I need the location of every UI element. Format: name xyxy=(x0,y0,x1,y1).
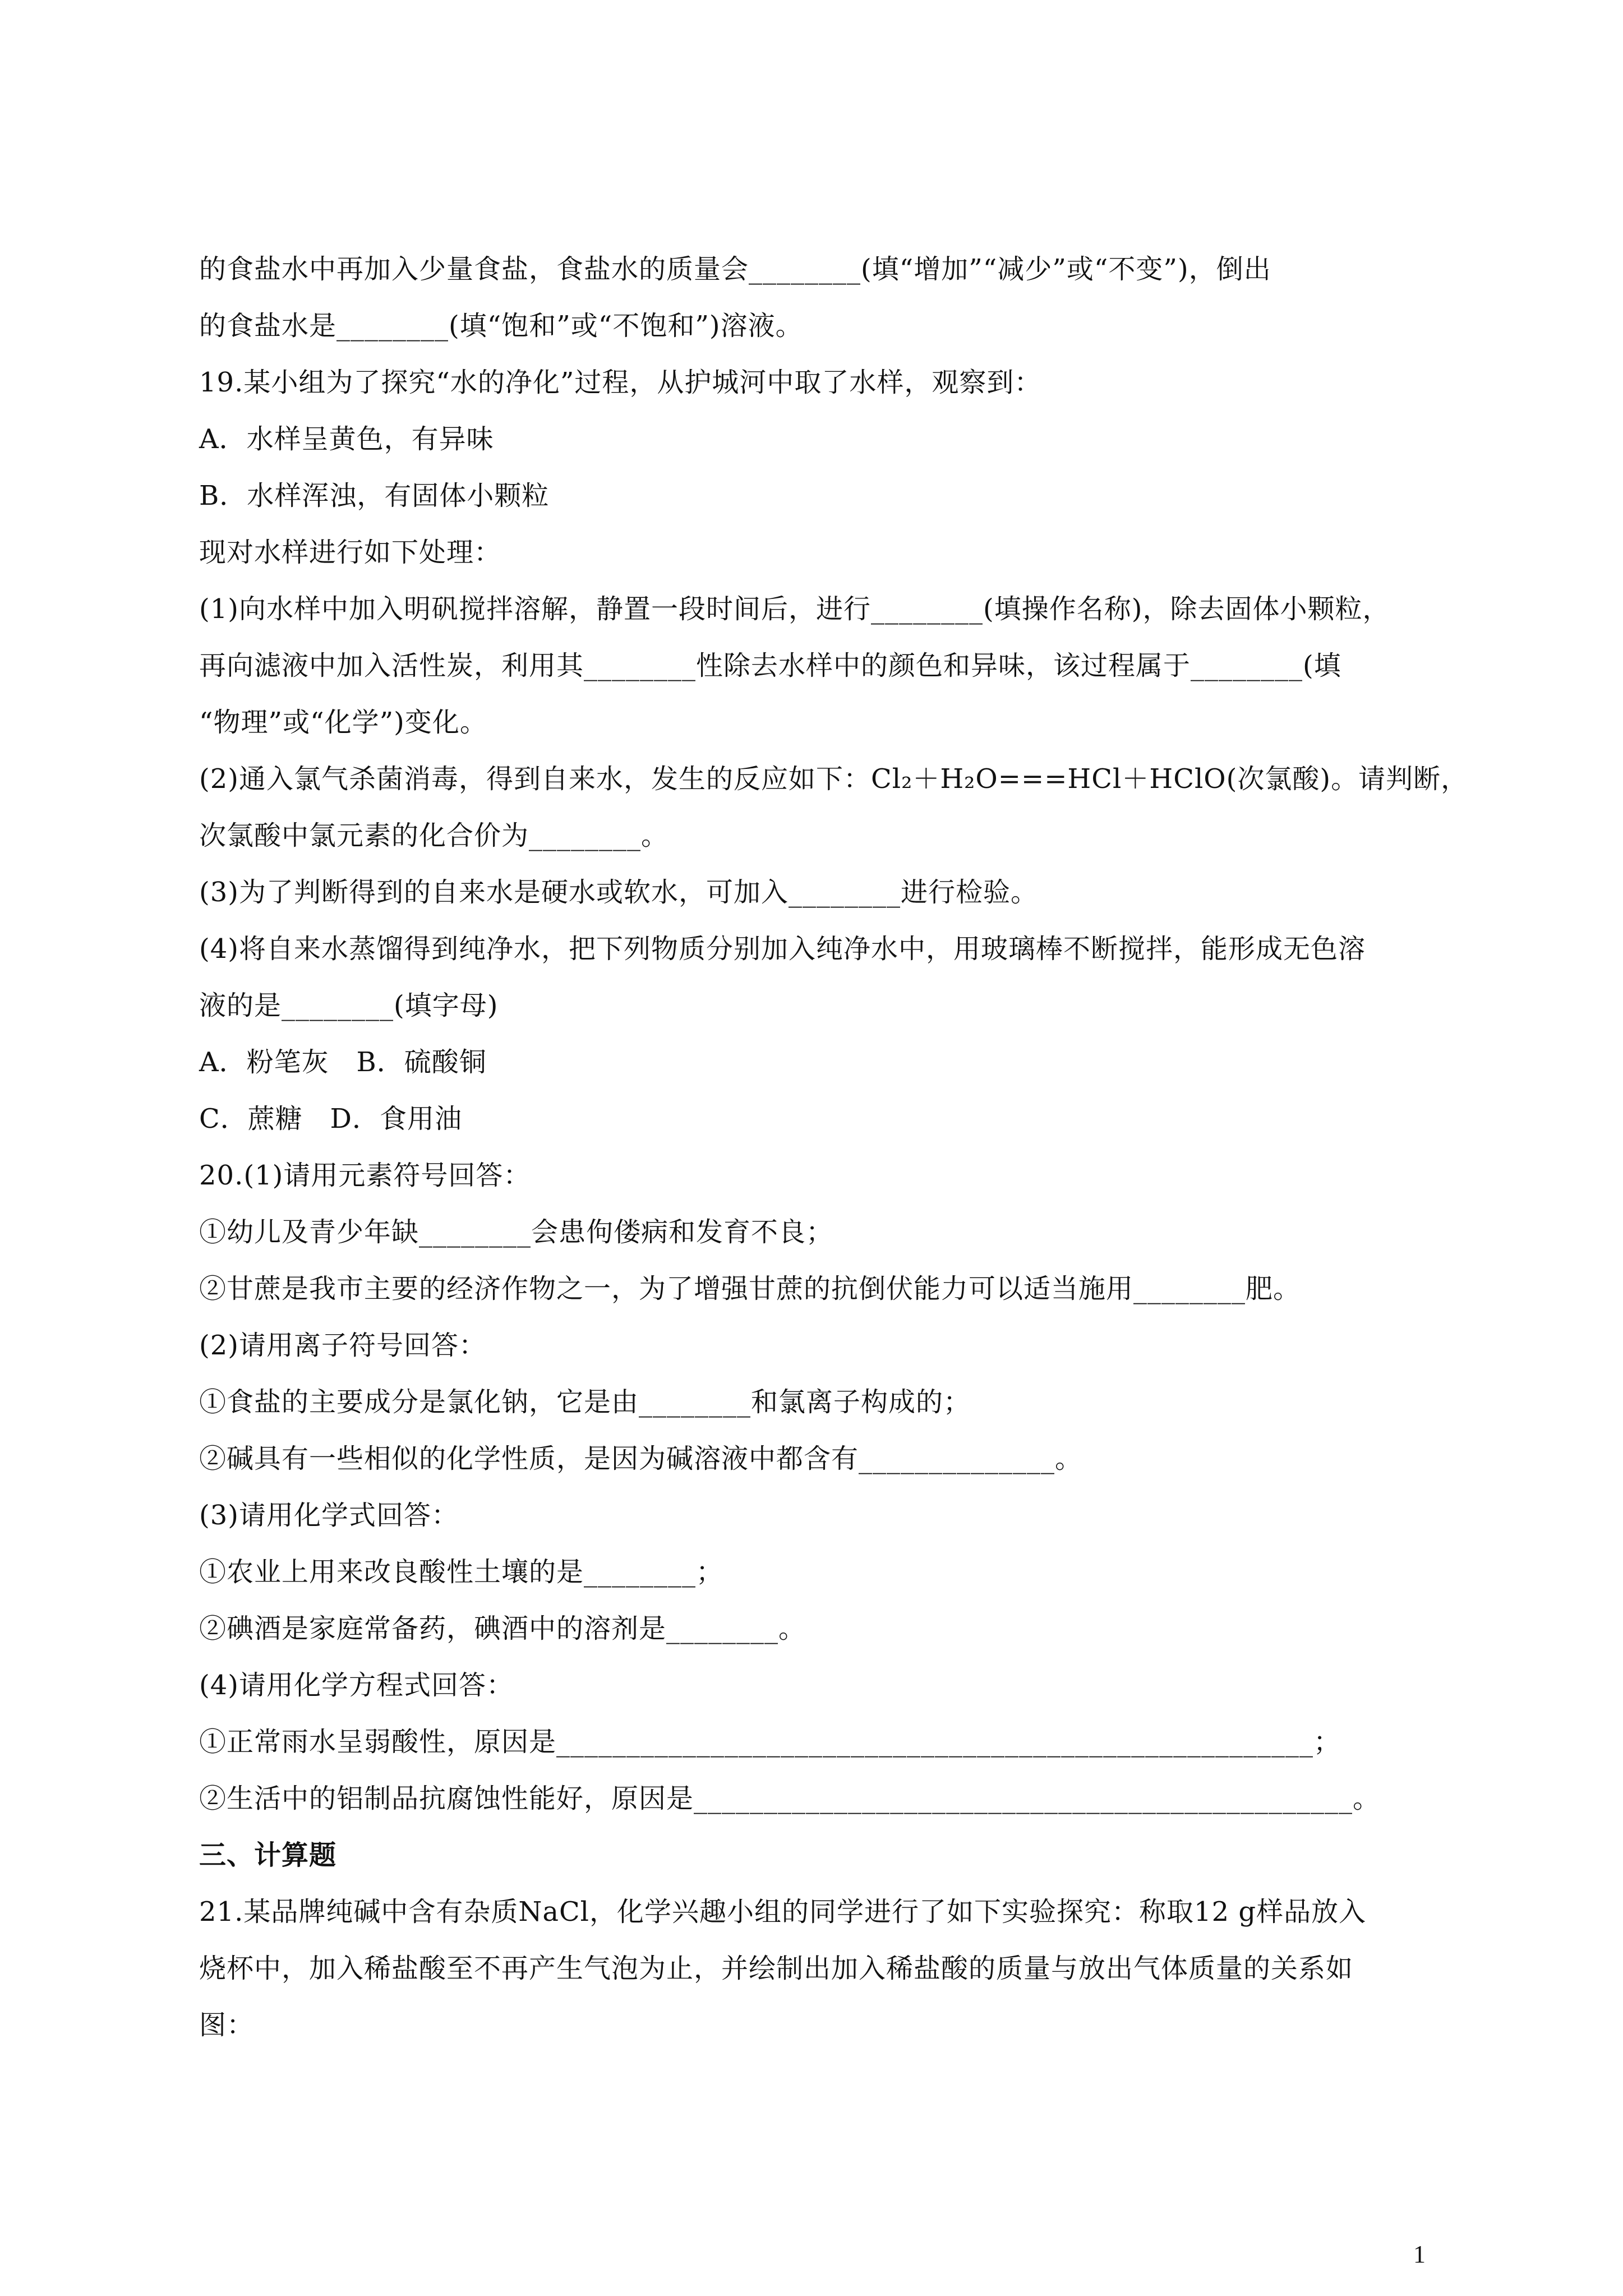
text-line: ①食盐的主要成分是氯化钠，它是由________和氯离子构成的； xyxy=(199,1386,971,1418)
text-line: ①农业上用来改良酸性土壤的是________； xyxy=(199,1556,724,1588)
document-body xyxy=(199,241,1469,2054)
text-line: 再向滤液中加入活性炭，利用其________性除去水样中的颜色和异味，该过程属于________(填 xyxy=(199,650,1341,681)
question-19-part-4: (4)将自来水蒸馏得到纯净水，把下列物质分别加入纯净水中，用玻璃棒不断搅拌，能形成无色溶 xyxy=(199,933,1366,965)
text-line: 烧杯中，加入稀盐酸至不再产生气泡为止，并绘制出加入稀盐酸的质量与放出气体质量的关系如 xyxy=(199,1953,1354,1984)
text-line: 现对水样进行如下处理： xyxy=(199,537,502,568)
text-line: ①正常雨水呈弱酸性，原因是______________________________________________________； xyxy=(199,1726,1341,1758)
section-heading: 三、计算题 xyxy=(199,1839,337,1871)
question-20-part-1: 20.(1)请用元素符号回答： xyxy=(199,1160,531,1191)
text-line: ②甘蔗是我市主要的经济作物之一，为了增强甘蔗的抗倒伏能力可以适当施用________肥。 xyxy=(199,1273,1301,1304)
question-19-part-1: (1)向水样中加入明矾搅拌溶解，静置一段时间后，进行________(填操作名称)，除去固体小颗粒， xyxy=(199,593,1390,625)
question-19-part-2: (2)通入氯气杀菌消毒，得到自来水，发生的反应如下：Cl₂＋H₂O===HCl＋HClO(次氯酸)。请判断， xyxy=(199,763,1469,795)
text-line: 的食盐水是________(填“饱和”或“不饱和”)溶液。 xyxy=(199,310,803,342)
question-19-stem: 19.某小组为了探究“水的净化”过程，从护城河中取了水样，观察到： xyxy=(199,367,1042,398)
question-19-part-3: (3)为了判断得到的自来水是硬水或软水，可加入________进行检验。 xyxy=(199,877,1038,908)
choice-line: A．粉笔灰 B．硫酸铜 xyxy=(199,1046,487,1078)
question-21-stem: 21.某品牌纯碱中含有杂质NaCl，化学兴趣小组的同学进行了如下实验探究：称取12 g样品放入 xyxy=(199,1896,1367,1928)
text-line: “物理”或“化学”)变化。 xyxy=(199,707,487,738)
question-20-part-2: (2)请用离子符号回答： xyxy=(199,1330,486,1361)
question-20-part-4: (4)请用化学方程式回答： xyxy=(199,1670,514,1701)
text-line: ①幼儿及青少年缺________会患佝偻病和发育不良； xyxy=(199,1216,834,1248)
text-line: 的食盐水中再加入少量食盐，食盐水的质量会________(填“增加”“减少”或“不变”)，倒出 xyxy=(199,253,1271,285)
question-20-part-3: (3)请用化学式回答： xyxy=(199,1500,459,1531)
text-line: 液的是________(填字母) xyxy=(199,990,499,1021)
observation-a: A．水样呈黄色，有异味 xyxy=(199,423,494,455)
text-line: 图： xyxy=(199,2009,255,2041)
text-line: ②碘酒是家庭常备药，碘酒中的溶剂是________。 xyxy=(199,1613,806,1644)
page-number: 1 xyxy=(1413,2240,1426,2268)
text-line: ②生活中的铝制品抗腐蚀性能好，原因是_______________________________________________。 xyxy=(199,1783,1381,1814)
choice-line: C．蔗糖 D．食用油 xyxy=(199,1103,462,1135)
text-line: 次氯酸中氯元素的化合价为________。 xyxy=(199,820,669,851)
observation-b: B．水样浑浊，有固体小颗粒 xyxy=(199,480,550,511)
text-line: ②碱具有一些相似的化学性质，是因为碱溶液中都含有______________。 xyxy=(199,1443,1083,1474)
